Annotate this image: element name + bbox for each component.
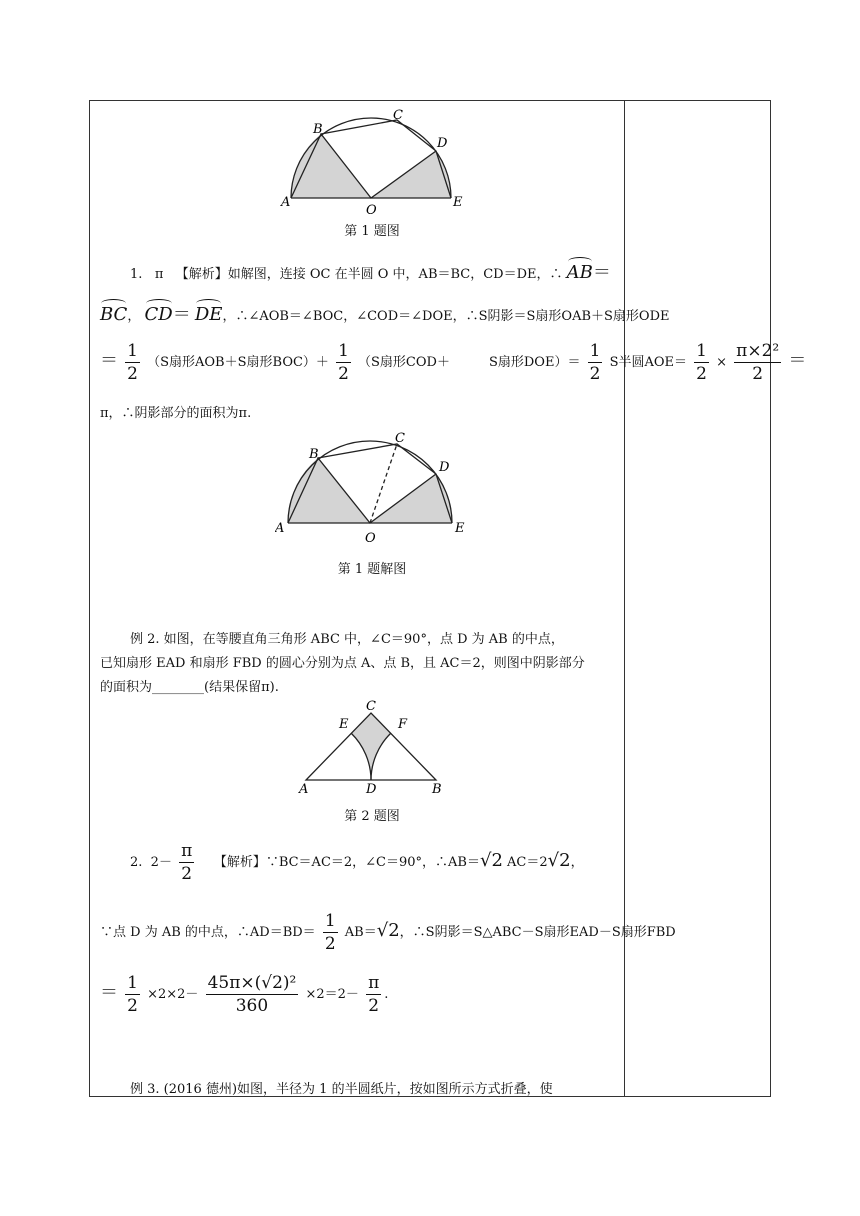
figure-2-caption: 第 2 题图 — [344, 809, 400, 824]
solution-1-line-4: π，∴阴影部分的面积为π. — [100, 406, 252, 421]
label-D: D — [439, 460, 450, 475]
solution-1-line-1: 1. π 【解析】如解图，连接 OC 在半圆 O 中，AB＝BC，CD＝DE，∴ AB＝ — [130, 262, 611, 283]
label-A: A — [281, 195, 291, 210]
example-2-line-2: 已知扇形 EAD 和扇形 FBD 的圆心分别为点 A、点 B，且 AC＝2，则图中阴影部分 — [100, 656, 585, 671]
label-B: B — [309, 447, 319, 462]
label-B: B — [432, 782, 442, 795]
figure-1-caption: 第 1 题图 — [344, 224, 400, 239]
figure-1-solution — [275, 428, 475, 544]
label-E: E — [453, 195, 463, 210]
label-C: C — [393, 108, 403, 123]
label-A: A — [299, 782, 309, 795]
label-D: D — [366, 782, 377, 795]
label-C: C — [395, 431, 405, 446]
label-E: E — [455, 521, 465, 536]
solution-2-line-3: ＝ $\frac{1}{2}$ ×2×2－ $\frac{\text{45π×(√2)²}}{360}$ ×2＝2－ $\frac{\pi}{2}$ . — [100, 973, 389, 1016]
label-E: E — [339, 717, 349, 732]
solution-1-line-2: BC， CD＝ DE，∴∠AOB＝∠BOC，∠COD＝∠DOE，∴S阴影＝S扇形OAB＋S扇形ODE — [100, 304, 670, 325]
example-2-line-1: 例 2. 如图，在等腰直角三角形 ABC 中，∠C＝90°，点 D 为 AB 的中点， — [130, 632, 564, 647]
figure-2 — [296, 695, 451, 795]
solution-2-line-2: ∵点 D 为 AB 的中点，∴AD＝BD＝ $\frac{1}{2}$ AB＝√2，∴S阴影＝S△ABC－S扇形EAD－S扇形FBD — [100, 911, 676, 954]
label-A: A — [275, 521, 285, 536]
solution-2-line-1: 2. 2－ $\frac{\pi}{2}$ 【解析】∵BC＝AC＝2，∠C＝90°，∴AB＝√2 AC＝2√2， — [130, 841, 584, 884]
label-D: D — [437, 136, 448, 151]
example-2-line-3: 的面积为________(结果保留π). — [100, 680, 279, 695]
label-O: O — [365, 531, 376, 544]
example-3-line-1: 例 3. (2016 德州)如图，半径为 1 的半圆纸片，按如图所示方式折叠，使 — [130, 1082, 553, 1097]
label-C: C — [366, 699, 376, 714]
label-O: O — [366, 203, 377, 214]
figure-1-solution-caption: 第 1 题解图 — [337, 562, 407, 577]
label-F: F — [398, 717, 408, 732]
solution-1-line-3: ＝ $\frac{1}{2}$ （S扇形AOB＋S扇形BOC）＋ $\frac{1}{2}$ （S扇形COD＋ S扇形DOE）＝ $\frac{1}{2}$ S半圆AOE＝ $\frac{1}{2}$ × $\frac{\text{π×2²}}{2}$ ＝ — [100, 341, 807, 384]
label-B: B — [313, 122, 323, 137]
figure-1 — [280, 102, 470, 214]
